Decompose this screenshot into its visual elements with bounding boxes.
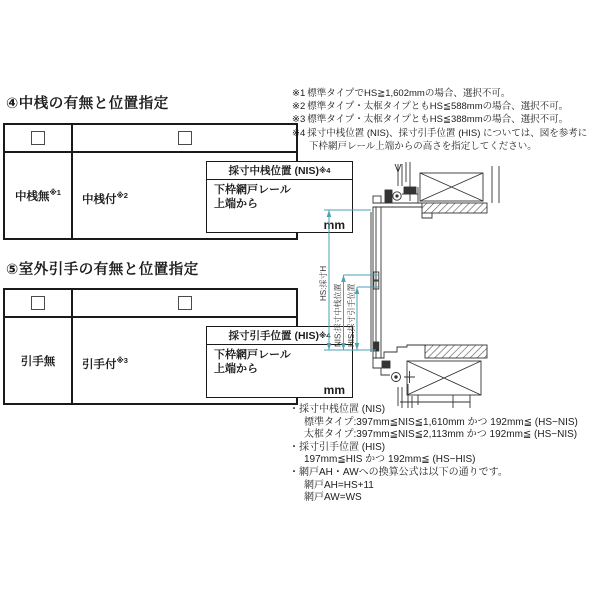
footnote-2: ※2 標準タイプ・太框タイプともHS≦588mmの場合、選択不可。	[292, 101, 569, 113]
measurement-specs	[289, 404, 599, 505]
nis-body-line2: 上端から	[214, 198, 258, 210]
note-ref-3: ※3	[116, 356, 128, 366]
spec-nis-thick: 太框タイプ:397mm≦NIS≦2,113mm かつ 192mm≦ (HS−NIS)	[304, 429, 578, 441]
frame-cross-section-diagram	[318, 156, 533, 414]
nakazan-with-checkbox[interactable]	[178, 131, 192, 145]
spec-his-title: ・採寸引手位置 (HIS)	[289, 441, 386, 453]
nis-unit-label: mm	[323, 218, 345, 232]
note-ref-1: ※1	[49, 187, 61, 197]
dim-label-nis: NIS:採寸中桟位置	[333, 283, 343, 347]
section-hikite-heading: ⑤室外引手の有無と位置指定	[6, 262, 199, 278]
nakazan-label-row	[5, 153, 345, 238]
hikite-none-checkbox[interactable]	[31, 296, 45, 310]
nis-body-line1: 下枠網戸レール	[214, 184, 291, 196]
spec-formula-ah: 網戸AH=HS+11	[304, 479, 374, 491]
his-body-line1: 下枠網戸レール	[214, 349, 291, 361]
nakazan-checkbox-row	[5, 125, 296, 153]
section-nakazan-heading: ④中桟の有無と位置指定	[6, 96, 169, 112]
spec-nis-title: ・採寸中桟位置 (NIS)	[289, 404, 386, 415]
nis-measure-header: 採寸中桟位置 (NIS) ※4	[207, 162, 352, 180]
nakazan-table	[3, 123, 345, 240]
nakazan-none-checkbox[interactable]	[31, 131, 45, 145]
footnote-1: ※1 標準タイプでHS≧1,602mmの場合、選択不可。	[292, 88, 511, 99]
hikite-checkbox-row	[5, 290, 296, 318]
dim-label-hs: HS:採寸H	[319, 265, 328, 301]
footnote-3: ※3 標準タイプ・太框タイプともHS≦388mmの場合、選択不可。	[292, 114, 569, 126]
nakazan-with-label: 中桟付$^{※2}$	[82, 191, 128, 206]
note-ref-2: ※2	[116, 191, 128, 201]
hikite-none-label: 引手無	[5, 318, 73, 403]
hikite-label-row	[5, 318, 345, 403]
nakazan-none-label: 中桟無$^{※1}$	[5, 153, 73, 238]
his-unit-label: mm	[323, 383, 345, 397]
spec-formula-aw: 網戸AW=WS	[304, 492, 362, 504]
spec-formula-title: ・網戸AH・AWへの換算公式は以下の通りです。	[289, 466, 508, 478]
spec-his-range: 197mm≦HIS かつ 192mm≦ (HS−HIS)	[304, 454, 476, 466]
his-body-line2: 上端から	[214, 363, 258, 375]
dim-label-his: HIS:採寸引手位置	[347, 283, 356, 347]
footnotes	[292, 87, 598, 153]
spec-nis-standard: 標準タイプ:397mm≦NIS≦1,610mm かつ 192mm≦ (HS−NIS)	[304, 416, 578, 428]
his-measure-header: 採寸引手位置 (HIS) ※4	[207, 327, 352, 345]
hikite-with-checkbox[interactable]	[178, 296, 192, 310]
hikite-with-label: 引手付$^{※3}$	[82, 356, 128, 371]
footnote-4-cont: 下枠網戸レール上端からの高さを指定してください。	[309, 140, 537, 152]
frame-linework	[371, 162, 499, 408]
footnote-4: ※4 採寸中桟位置 (NIS)、採寸引手位置 (HIS) については、図を参考に	[292, 127, 588, 139]
